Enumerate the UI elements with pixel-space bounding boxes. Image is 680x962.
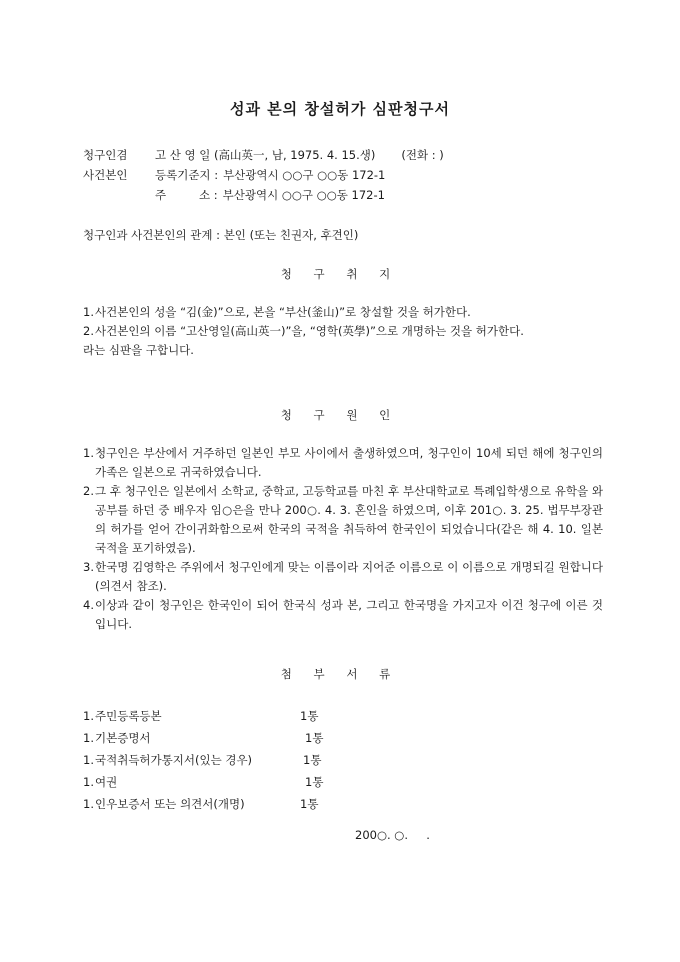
registry-value: 부산광역시 ○○구 ○○동 172-1 xyxy=(223,168,386,182)
document-date: 200○. ○. . xyxy=(355,828,430,842)
address-label: 주 소 : xyxy=(155,188,218,202)
document-title: 성과 본의 창설허가 심판청구서 xyxy=(229,100,451,118)
cause-heading: 청 구 원 인 xyxy=(280,408,400,422)
claimant-label: 청구인겸 xyxy=(83,148,128,162)
attachment-item: 1.국적취득허가통지서(있는 경우) 1통 xyxy=(83,753,322,767)
claimant-row xyxy=(83,147,444,163)
subject-label: 사건본인 xyxy=(83,168,128,182)
relationship-line: 청구인과 사건본인의 관계 : 본인 (또는 친권자, 후견인) xyxy=(83,228,359,242)
subject-address-row xyxy=(83,187,385,203)
list-item: 4. 이상과 같이 청구인은 한국인이 되어 한국식 성과 본, 그리고 한국명을 가지고자 이건 청구에 이른 것입니다. xyxy=(83,598,603,631)
address-value: 부산광역시 ○○구 ○○동 172-1 xyxy=(222,188,385,202)
attachment-item: 1.주민등록등본 1통 xyxy=(83,709,319,723)
purpose-heading: 청 구 취 지 xyxy=(280,267,400,281)
attachment-item: 1.여권 1통 xyxy=(83,775,324,789)
claimant-info: 고 산 영 일 (高山英一, 남, 1975. 4. 15.생) xyxy=(155,148,376,162)
registry-label: 등록기준지 : xyxy=(155,168,219,182)
list-item: 1. 사건본인의 성을 “김(金)”으로, 본을 “부산(釜山)”로 창설할 것을 허가한다. xyxy=(83,305,471,319)
list-item: 2. 그 후 청구인은 일본에서 소학교, 중학교, 고등학교를 마친 후 부산대학교로 특례입학생으로 유학을 와 공부를 하던 중 배우자 임○은을 만나 200○. 4. 3. 혼인을 하였으며, 이후 201○. 3. 25. 법무부장관의 허가를 얻어 간이귀화함으로써 한국의 국적을 취득하여 한국인이 되었습니다(같은 해 4. 10. 일본국적을 포기하였음). xyxy=(83,484,603,555)
attachments-heading: 첨 부 서 류 xyxy=(280,667,400,681)
purpose-list xyxy=(83,303,603,360)
cause-list xyxy=(83,444,603,634)
list-item: 2. 사건본인의 이름 “고산영일(高山英一)”을, “영학(英學)”으로 개명하는 것을 허가한다. xyxy=(83,324,524,338)
list-item: 1. 청구인은 부산에서 거주하던 일본인 부모 사이에서 출생하였으며, 청구인이 10세 되던 해에 청구인의 가족은 일본으로 귀국하였습니다. xyxy=(83,446,603,479)
subject-registry-row xyxy=(83,167,385,183)
attachment-item: 1.기본증명서 1통 xyxy=(83,731,324,745)
purpose-closing: 라는 심판을 구합니다. xyxy=(83,343,194,357)
list-item: 3. 한국명 김영학은 주위에서 청구인에게 맞는 이름이라 지어준 이름으로 이 이름으로 개명되길 원합니다(의견서 참조). xyxy=(83,560,603,593)
attachment-item: 1.인우보증서 또는 의견서(개명) 1통 xyxy=(83,797,319,811)
claimant-phone: (전화 : ) xyxy=(401,148,444,162)
